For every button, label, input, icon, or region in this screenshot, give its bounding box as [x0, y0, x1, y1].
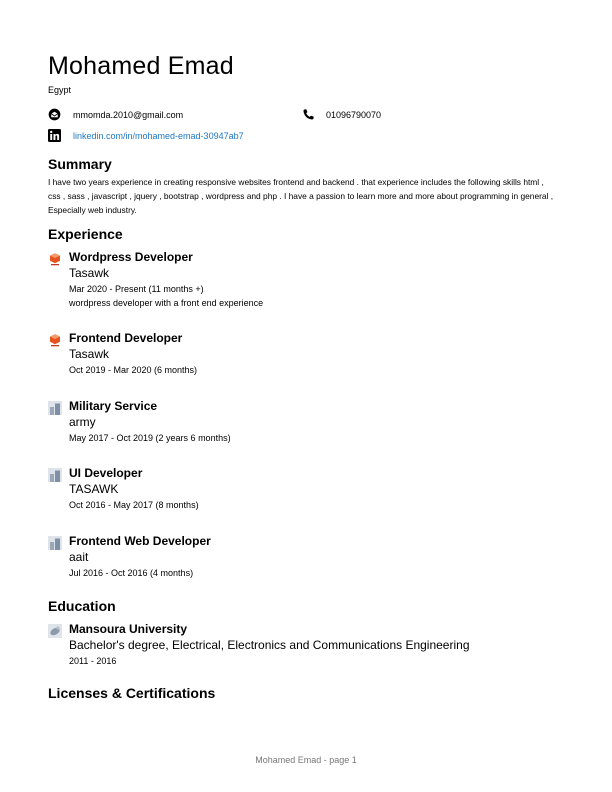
page-footer: Mohamed Emad - page 1 — [255, 755, 357, 765]
job-dates: Oct 2019 - Mar 2020 (6 months) — [69, 365, 198, 375]
job-dates: May 2017 - Oct 2019 (2 years 6 months) — [69, 433, 231, 443]
summary-text: I have two years experience in creating responsive websites frontend and backend . that experience includes the following skills html , css , sass , javascript , jquery , bootstrap , wordpress and php . I have a passion to learn more and more about programming in general , Especially web industry. — [48, 177, 554, 216]
education-dates: 2011 - 2016 — [69, 656, 117, 666]
company-name: aait — [69, 550, 89, 564]
job-dates: Oct 2016 - May 2017 (8 months) — [69, 500, 199, 510]
school-name: Mansoura University — [69, 622, 188, 636]
degree: Bachelor's degree, Electrical, Electronics and Communications Engineering — [69, 638, 470, 652]
phone-icon — [302, 108, 315, 121]
school-icon — [48, 624, 62, 638]
person-name: Mohamed Emad — [48, 52, 234, 80]
summary-heading: Summary — [48, 156, 112, 172]
email-icon — [48, 108, 61, 121]
building-icon — [48, 468, 62, 482]
linkedin-icon — [48, 129, 61, 142]
phone-text: 01096790070 — [326, 110, 382, 120]
company-name: Tasawk — [69, 266, 110, 280]
job-title: Military Service — [69, 399, 158, 413]
email-text[interactable]: mmomda.2010@gmail.com — [73, 110, 184, 120]
job-dates: Mar 2020 - Present (11 months +) — [69, 284, 204, 294]
linkedin-link[interactable]: linkedin.com/in/mohamed-emad-30947ab7 — [73, 131, 244, 141]
company-name: Tasawk — [69, 347, 110, 361]
education-heading: Education — [48, 598, 116, 614]
certifications-heading: Licenses & Certifications — [48, 685, 216, 701]
building-icon — [48, 536, 62, 550]
job-description: wordpress developer with a front end experience — [69, 298, 264, 308]
location: Egypt — [48, 85, 72, 95]
job-title: Frontend Developer — [69, 331, 183, 345]
experience-heading: Experience — [48, 226, 123, 242]
company-logo-icon — [48, 333, 62, 347]
job-title: UI Developer — [69, 466, 143, 480]
company-name: TASAWK — [69, 482, 119, 496]
job-dates: Jul 2016 - Oct 2016 (4 months) — [69, 568, 194, 578]
building-icon — [48, 401, 62, 415]
job-title: Wordpress Developer — [69, 250, 193, 264]
company-name: army — [69, 415, 96, 429]
job-title: Frontend Web Developer — [69, 534, 211, 548]
company-logo-icon — [48, 252, 62, 266]
